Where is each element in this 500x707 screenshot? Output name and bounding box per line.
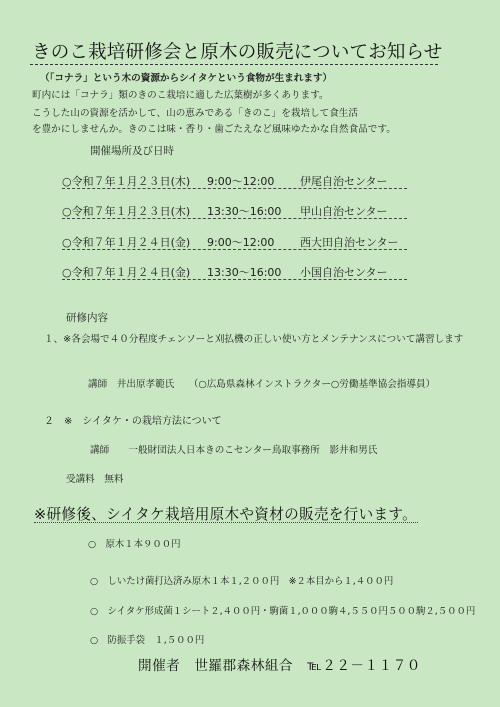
schedule-rule: [62, 249, 407, 250]
schedule-time: 13:30～16:00: [207, 266, 282, 279]
organizer-footer: 開催者 世羅郡森林組合 ℡２２－１１７０: [138, 658, 421, 674]
schedule-place: 小国自治センター: [300, 266, 388, 279]
intro-line-3: を豊かにしませんか。きのこは味・香り・歯ごたえなど風味ゆたかな自然食品です。: [32, 124, 396, 135]
training-1-instructor: 講師 井出原孝範氏 （○広島県森林インストラクター○労働基準協会指導員）: [88, 379, 436, 390]
product-item: ○ シイタケ形成菌１シート２,４００円・駒菌１,０００駒４,５５０円５００駒２,５００円: [90, 606, 476, 617]
schedule-date: ○令和７年１月２３日(木): [62, 205, 191, 218]
schedule-time: 13:30～16:00: [207, 205, 282, 218]
fee: 受講料 無料: [66, 474, 124, 485]
schedule-row-4: [62, 264, 388, 280]
schedule-place: 伊尾自治センター: [300, 175, 388, 188]
schedule-row-1: [62, 173, 388, 189]
schedule-heading: 開催場所及び日時: [90, 145, 174, 157]
schedule-place: 西大田自治センター: [300, 236, 399, 249]
training-2-heading: ２ ※ シイタケ・の栽培方法について: [44, 416, 222, 427]
schedule-date: ○令和７年１月２４日(金): [62, 236, 191, 249]
product-item: ○ 防振手袋 １,５００円: [90, 635, 205, 646]
schedule-row-3: [62, 234, 399, 250]
schedule-rule: [62, 188, 407, 189]
sales-notice: ※研修後、シイタケ栽培用原木や資材の販売を行います。: [34, 506, 417, 523]
training-1-text: １、※各会場で４０分程度チェンソーと刈払機の正しい使い方とメンテナンスについて講習します: [44, 334, 464, 345]
intro-line-1: 町内には「コナラ」類のきのこ栽培に適した広葉樹が多くあります。: [32, 90, 329, 101]
schedule-rule: [62, 218, 407, 219]
product-item: ○ しいたけ菌打込済み原木１本１,２００円 ※２本目から１,４００円: [90, 576, 394, 587]
schedule-row-2: [62, 203, 388, 219]
flyer-subtitle: （「コナラ」という木の資源からシイタケという食物が生まれます）: [40, 73, 333, 84]
schedule-time: 9:00～12:00: [207, 236, 275, 249]
intro-line-2: こうした山の資源を活かして、山の恵みである「きのこ」を栽培して食生活: [32, 108, 358, 119]
schedule-rule: [62, 279, 407, 280]
schedule-place: 甲山自治センター: [300, 205, 388, 218]
title-underline: [30, 64, 438, 65]
schedule-date: ○令和７年１月２４日(金): [62, 266, 191, 279]
flyer-title: きのこ栽培研修会と原木の販売についてお知らせ: [32, 42, 443, 63]
notice-underline: [34, 522, 418, 523]
product-item: ○ 原木１本９００円: [88, 539, 181, 550]
training-heading: 研修内容: [66, 312, 108, 324]
schedule-date: ○令和７年１月２３日(木): [62, 175, 191, 188]
training-2-instructor: 講師 一般財団法人日本きのこセンター鳥取事務所 影井和男氏: [90, 445, 378, 456]
schedule-time: 9:00～12:00: [207, 175, 275, 188]
